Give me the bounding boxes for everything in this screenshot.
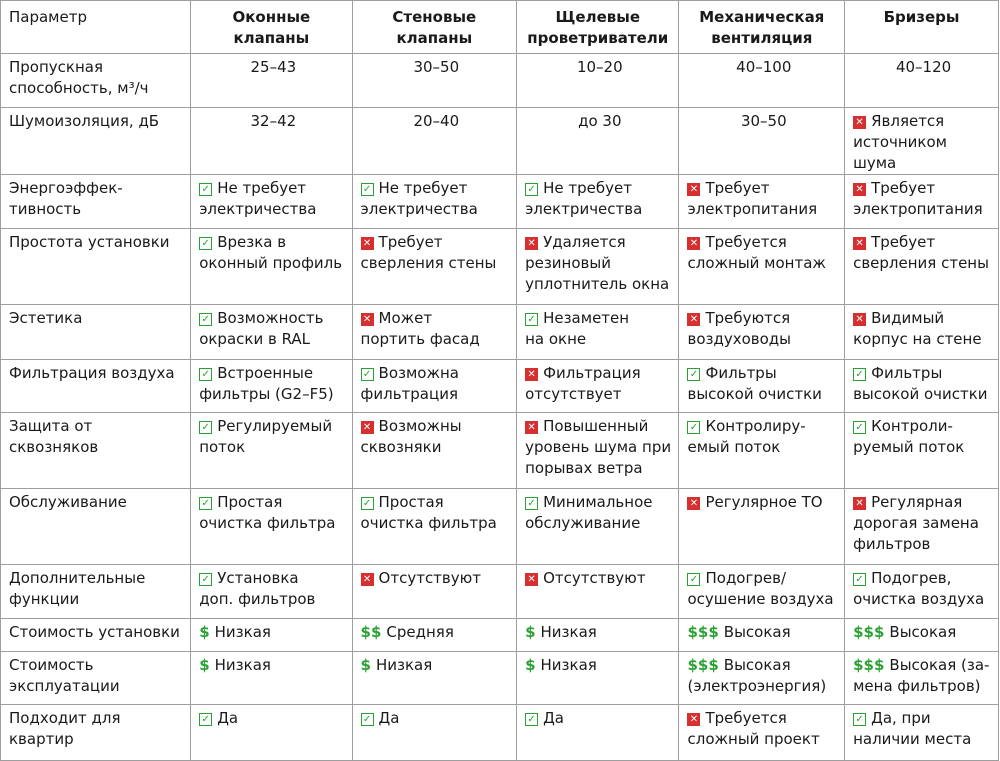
- parameter-label: Стоимость эксплуатации: [9, 656, 120, 695]
- parameter-cell: [1, 652, 191, 705]
- parameter-label: Энергоэффек- тивность: [9, 179, 123, 218]
- cell-text: Встроенные фильтры (G2–F5): [199, 364, 334, 403]
- table-cell: [191, 413, 352, 489]
- cell-text: Фильтры высокой очистки: [687, 364, 822, 403]
- check-box-icon: ✓: [853, 421, 866, 434]
- cell-text: Установка доп. фильтров: [199, 569, 316, 608]
- cell-text: Требует электропитания: [853, 179, 983, 218]
- table-row: [1, 54, 999, 108]
- parameter-cell: [1, 413, 191, 489]
- parameter-cell: [1, 54, 191, 108]
- check-box-icon: ✓: [199, 237, 212, 250]
- cell-text: Отсутствуют: [378, 569, 482, 587]
- table-body: [1, 54, 999, 761]
- table-cell: [517, 175, 679, 229]
- cell-text: Не требует электричества: [199, 179, 317, 218]
- table-row: [1, 565, 999, 619]
- table-cell: [191, 565, 352, 619]
- cross-box-icon: ✕: [525, 573, 538, 586]
- cell-text: до 30: [578, 112, 622, 130]
- table-cell: [845, 360, 999, 413]
- parameter-label: Стоимость установки: [9, 623, 180, 641]
- table-cell: [679, 619, 845, 652]
- table-cell: [517, 305, 679, 360]
- cost-level-indicator: $: [525, 623, 536, 641]
- cross-box-icon: ✕: [361, 421, 374, 434]
- check-box-icon: ✓: [361, 497, 374, 510]
- cross-box-icon: ✕: [361, 313, 374, 326]
- cell-text: Контролиру- емый поток: [687, 417, 806, 456]
- cross-box-icon: ✕: [853, 237, 866, 250]
- parameter-label: Пропускная способность, м³/ч: [9, 58, 149, 97]
- cell-text: Требует сверления стены: [853, 233, 989, 272]
- check-box-icon: ✓: [687, 368, 700, 381]
- cell-text: Подогрев, очистка воздуха: [853, 569, 985, 608]
- cell-text: Требует электропитания: [687, 179, 818, 218]
- cell-text: Может портить фасад: [360, 309, 480, 348]
- cell-text: Видимый корпус на стене: [853, 309, 982, 348]
- table-row: [1, 305, 999, 360]
- header-mechanical-ventilation: [679, 1, 845, 54]
- check-box-icon: ✓: [687, 573, 700, 586]
- table-cell: [191, 305, 352, 360]
- parameter-cell: [1, 305, 191, 360]
- cell-text: Регулярное ТО: [705, 493, 823, 511]
- check-box-icon: ✓: [199, 421, 212, 434]
- table-cell: [679, 652, 845, 705]
- table-cell: [352, 652, 517, 705]
- cost-level-indicator: $$$: [853, 623, 885, 641]
- cross-box-icon: ✕: [853, 116, 866, 129]
- parameter-cell: [1, 360, 191, 413]
- cell-text: 30–50: [740, 112, 787, 130]
- cell-text: 32–42: [250, 112, 297, 130]
- table-cell: [352, 305, 517, 360]
- cross-box-icon: ✕: [361, 237, 374, 250]
- table-cell: [845, 705, 999, 761]
- cell-text: 40–100: [736, 58, 792, 76]
- cell-text: Низкая: [214, 623, 271, 641]
- table-cell: [845, 175, 999, 229]
- check-box-icon: ✓: [525, 497, 538, 510]
- table-cell: [352, 108, 517, 175]
- table-cell: [191, 652, 352, 705]
- table-cell: [191, 175, 352, 229]
- parameter-label: Обслуживание: [9, 493, 127, 511]
- table-row: [1, 229, 999, 305]
- header-label: Щелевые проветриватели: [527, 8, 669, 47]
- cell-text: Минимальное обслуживание: [525, 493, 653, 532]
- parameter-cell: [1, 108, 191, 175]
- check-box-icon: ✓: [687, 421, 700, 434]
- parameter-label: Простота установки: [9, 233, 170, 251]
- table-cell: [191, 705, 352, 761]
- check-box-icon: ✓: [853, 573, 866, 586]
- cell-text: Фильтрация отсутствует: [525, 364, 641, 403]
- table-cell: [191, 360, 352, 413]
- parameter-cell: [1, 565, 191, 619]
- cell-text: Высокая (электроэнергия): [687, 656, 827, 695]
- cross-box-icon: ✕: [687, 313, 700, 326]
- cell-text: Фильтры высокой очистки: [853, 364, 988, 403]
- parameter-cell: [1, 229, 191, 305]
- table-row: [1, 175, 999, 229]
- cell-text: Да, при наличии места: [853, 709, 972, 748]
- table-cell: [517, 413, 679, 489]
- cost-level-indicator: $: [525, 656, 536, 674]
- cell-text: Возможны сквозняки: [360, 417, 462, 456]
- cell-text: Требуются воздуховоды: [687, 309, 792, 348]
- table-cell: [352, 54, 517, 108]
- table-cell: [679, 413, 845, 489]
- cross-box-icon: ✕: [361, 573, 374, 586]
- header-label: Параметр: [9, 8, 87, 26]
- cell-text: Является источником шума: [853, 112, 947, 172]
- parameter-cell: [1, 489, 191, 565]
- table-cell: [845, 229, 999, 305]
- table-cell: [191, 619, 352, 652]
- table-cell: [679, 489, 845, 565]
- cell-text: Незаметен на окне: [525, 309, 630, 348]
- header-label: Бризеры: [883, 8, 960, 26]
- cell-text: Не требует электричества: [360, 179, 478, 218]
- table-row: [1, 489, 999, 565]
- table-cell: [679, 360, 845, 413]
- cost-level-indicator: $$$: [853, 656, 885, 674]
- check-box-icon: ✓: [199, 368, 212, 381]
- table-cell: [191, 489, 352, 565]
- parameter-label: Фильтрация воздуха: [9, 364, 175, 382]
- table-cell: [352, 175, 517, 229]
- cell-text: 40–120: [895, 58, 952, 76]
- check-box-icon: ✓: [199, 183, 212, 196]
- table-cell: [352, 229, 517, 305]
- header-label: Стеновые клапаны: [392, 8, 477, 47]
- table-row: [1, 705, 999, 761]
- table-cell: [517, 565, 679, 619]
- table-cell: [352, 360, 517, 413]
- header-row: [1, 1, 999, 54]
- table-cell: [352, 413, 517, 489]
- cell-text: Требуется сложный монтаж: [687, 233, 826, 272]
- table-row: [1, 652, 999, 705]
- table-row: [1, 619, 999, 652]
- cell-text: Низкая: [375, 656, 433, 674]
- cost-level-indicator: $$: [360, 623, 382, 641]
- table-cell: [517, 360, 679, 413]
- cell-text: Низкая: [214, 656, 271, 674]
- table-cell: [679, 565, 845, 619]
- cell-text: Простая очистка фильтра: [199, 493, 336, 532]
- parameter-label: Дополнительные функции: [9, 569, 146, 608]
- check-box-icon: ✓: [361, 713, 374, 726]
- table-cell: [679, 54, 845, 108]
- table-cell: [679, 229, 845, 305]
- cost-level-indicator: $: [360, 656, 371, 674]
- cell-text: Высокая: [889, 623, 957, 641]
- check-box-icon: ✓: [199, 497, 212, 510]
- cell-text: 30–50: [413, 58, 460, 76]
- cross-box-icon: ✕: [853, 497, 866, 510]
- cell-text: Да: [543, 709, 564, 727]
- table-cell: [517, 108, 679, 175]
- parameter-cell: [1, 619, 191, 652]
- header-label: Механическая вентиляция: [699, 8, 825, 47]
- cross-box-icon: ✕: [687, 713, 700, 726]
- cell-text: Регулируемый поток: [199, 417, 333, 456]
- cell-text: Регулярная дорогая замена фильтров: [853, 493, 979, 553]
- table-cell: [845, 54, 999, 108]
- cross-box-icon: ✕: [853, 183, 866, 196]
- check-box-icon: ✓: [199, 713, 212, 726]
- check-box-icon: ✓: [199, 573, 212, 586]
- check-box-icon: ✓: [361, 183, 374, 196]
- cell-text: Высокая (за- мена фильтров): [853, 656, 990, 695]
- table-cell: [845, 652, 999, 705]
- header-breathers: [845, 1, 999, 54]
- check-box-icon: ✓: [853, 368, 866, 381]
- cell-text: Повышенный уровень шума при порывах ветра: [525, 417, 672, 477]
- cell-text: Высокая: [723, 623, 791, 641]
- table-cell: [845, 108, 999, 175]
- check-box-icon: ✓: [199, 313, 212, 326]
- table-cell: [352, 705, 517, 761]
- table-cell: [517, 54, 679, 108]
- table-cell: [352, 565, 517, 619]
- table-row: [1, 360, 999, 413]
- cell-text: Низкая: [540, 623, 597, 641]
- cross-box-icon: ✕: [525, 237, 538, 250]
- cell-text: Удаляется резиновый уплотнитель окна: [525, 233, 670, 293]
- cell-text: Средняя: [386, 623, 454, 641]
- table-cell: [679, 705, 845, 761]
- table-cell: [679, 175, 845, 229]
- table-cell: [845, 489, 999, 565]
- cost-level-indicator: $: [199, 623, 210, 641]
- parameter-label: Эстетика: [9, 309, 83, 327]
- cell-text: Требует сверления стены: [360, 233, 497, 272]
- cell-text: Возможность окраски в RAL: [199, 309, 324, 348]
- cell-text: Низкая: [540, 656, 597, 674]
- table-row: [1, 413, 999, 489]
- cell-text: Подогрев/ осушение воздуха: [687, 569, 834, 608]
- table-cell: [845, 565, 999, 619]
- table-cell: [517, 705, 679, 761]
- cell-text: Простая очистка фильтра: [360, 493, 497, 532]
- check-box-icon: ✓: [525, 313, 538, 326]
- cell-text: Отсутствуют: [543, 569, 646, 587]
- header-wall-valves: [352, 1, 517, 54]
- cross-box-icon: ✕: [687, 183, 700, 196]
- cell-text: 10–20: [576, 58, 623, 76]
- parameter-label: Подходит для квартир: [9, 709, 121, 748]
- table-row: [1, 108, 999, 175]
- table-cell: [517, 619, 679, 652]
- table-cell: [679, 305, 845, 360]
- parameter-label: Шумоизоляция, дБ: [9, 112, 160, 130]
- cell-text: Возможна фильтрация: [360, 364, 459, 403]
- header-label: Оконные клапаны: [232, 8, 311, 47]
- table-cell: [191, 54, 352, 108]
- cost-level-indicator: $: [199, 656, 210, 674]
- cost-level-indicator: $$$: [687, 623, 719, 641]
- cross-box-icon: ✕: [525, 421, 538, 434]
- table-cell: [517, 229, 679, 305]
- cell-text: Требуется сложный проект: [687, 709, 820, 748]
- table-cell: [845, 413, 999, 489]
- check-box-icon: ✓: [853, 713, 866, 726]
- parameter-cell: [1, 175, 191, 229]
- cell-text: Да: [217, 709, 239, 727]
- table-cell: [845, 619, 999, 652]
- table-cell: [517, 489, 679, 565]
- cell-text: Не требует электричества: [525, 179, 643, 218]
- header-slot-ventilators: [517, 1, 679, 54]
- cross-box-icon: ✕: [687, 237, 700, 250]
- cross-box-icon: ✕: [853, 313, 866, 326]
- check-box-icon: ✓: [525, 713, 538, 726]
- table-cell: [517, 652, 679, 705]
- table-cell: [352, 489, 517, 565]
- cell-text: Да: [378, 709, 400, 727]
- table-cell: [845, 305, 999, 360]
- cross-box-icon: ✕: [525, 368, 538, 381]
- header-parameter: [1, 1, 191, 54]
- table-cell: [352, 619, 517, 652]
- cell-text: Врезка в оконный профиль: [199, 233, 343, 272]
- cell-text: 20–40: [413, 112, 460, 130]
- check-box-icon: ✓: [361, 368, 374, 381]
- cell-text: Контроли- руемый поток: [853, 417, 965, 456]
- cross-box-icon: ✕: [687, 497, 700, 510]
- header-window-valves: [191, 1, 352, 54]
- cell-text: 25–43: [250, 58, 297, 76]
- check-box-icon: ✓: [525, 183, 538, 196]
- parameter-cell: [1, 705, 191, 761]
- table-cell: [191, 108, 352, 175]
- table-cell: [679, 108, 845, 175]
- cost-level-indicator: $$$: [687, 656, 719, 674]
- table-cell: [191, 229, 352, 305]
- parameter-label: Защита от сквозняков: [9, 417, 99, 456]
